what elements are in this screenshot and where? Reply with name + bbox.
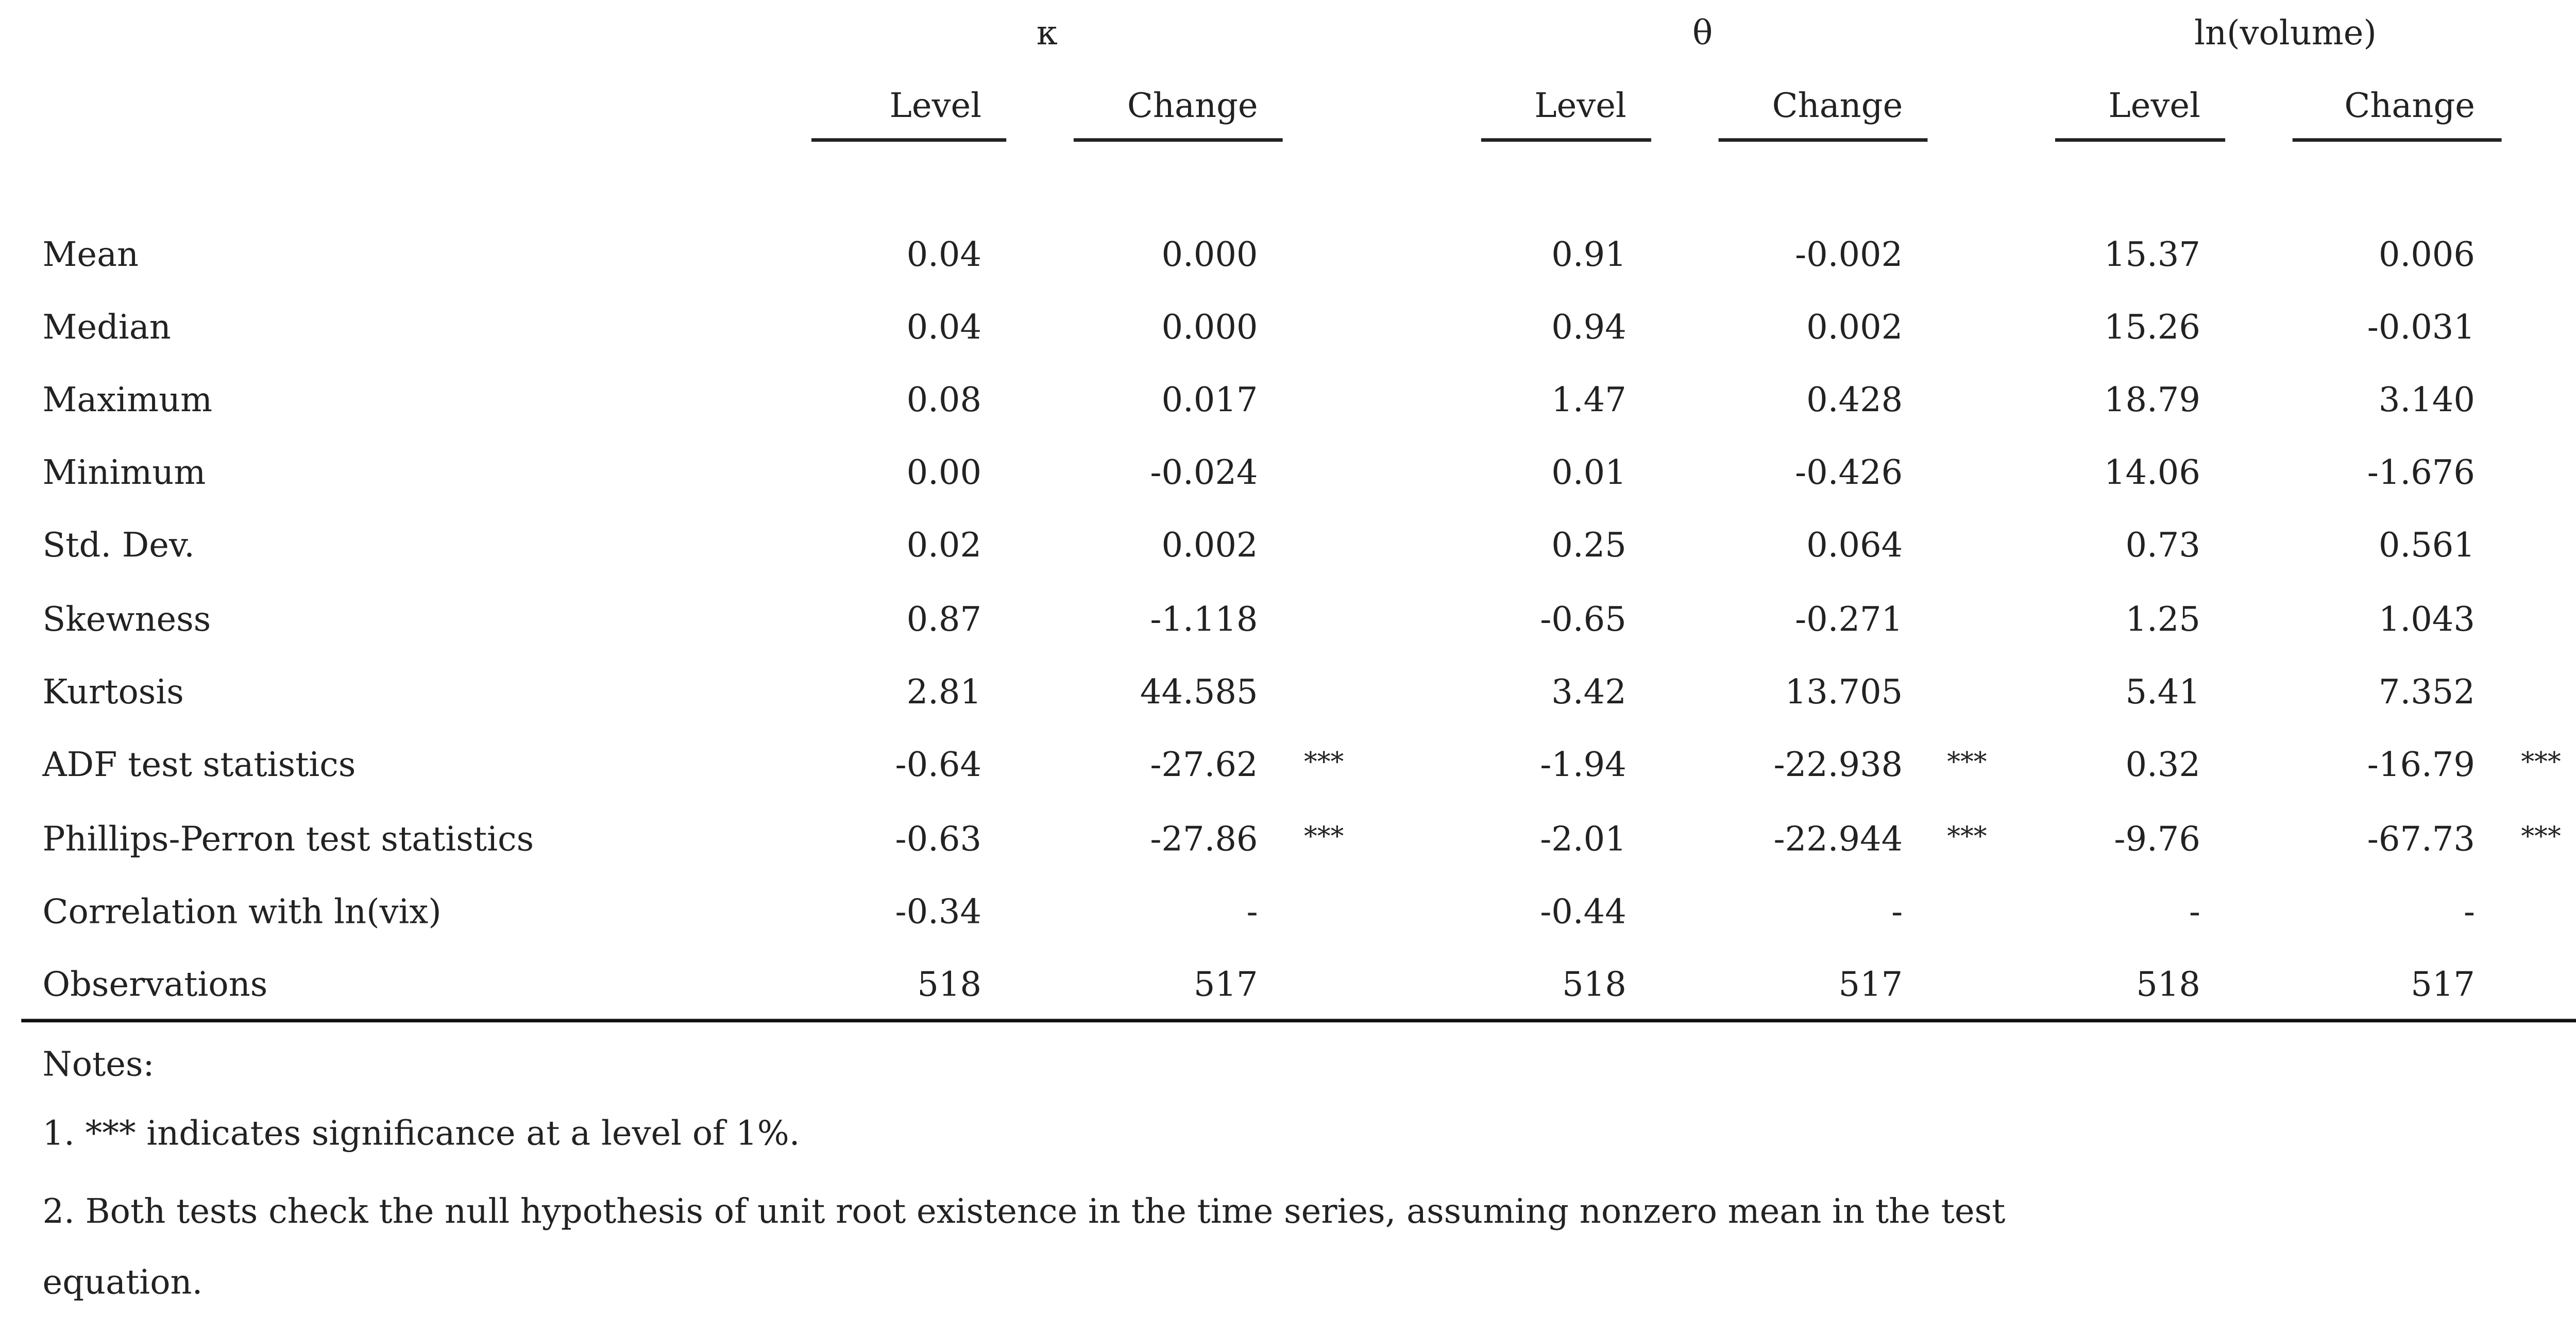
cell-theta-level: 1.47: [1551, 381, 1626, 420]
row-label: Median: [42, 308, 171, 348]
cell-kappa-change: 0.017: [1161, 381, 1258, 420]
cell-lnvolume-level: 15.37: [2104, 235, 2200, 275]
cell-lnvolume-change: 7.352: [2378, 673, 2475, 713]
cell-kappa-level: 0.04: [906, 308, 982, 348]
cell-theta-level: -2.01: [1540, 820, 1626, 859]
underline-lnvolume-level: [2055, 138, 2225, 142]
subheader-lnvolume-level: Level: [2108, 87, 2200, 126]
cell-lnvolume-change: -16.79: [2367, 746, 2475, 785]
cell-theta-change: 13.705: [1785, 673, 1903, 713]
cell-lnvolume-level: -9.76: [2114, 820, 2200, 859]
cell-theta-level: 0.94: [1551, 308, 1626, 348]
cell-theta-level: 3.42: [1551, 673, 1626, 713]
underline-theta-change: [1719, 138, 1928, 142]
cell-theta-change: -0.271: [1795, 600, 1903, 640]
underline-lnvolume-change: [2293, 138, 2502, 142]
cell-theta-change: 517: [1838, 966, 1903, 1005]
cell-lnvolume-change: 3.140: [2378, 381, 2475, 420]
cell-theta-change: 0.064: [1806, 526, 1903, 565]
cell-theta-level: 518: [1562, 966, 1626, 1005]
note-item: 2. Both tests check the null hypothesis of unit root existence in the time series, assuming nonzero mean in the test: [42, 1192, 2006, 1231]
row-label: ADF test statistics: [42, 746, 356, 785]
cell-theta-change: -0.002: [1795, 235, 1903, 275]
cell-kappa-change: 0.002: [1161, 526, 1258, 565]
cell-theta-change: -22.938: [1773, 746, 1903, 785]
cell-kappa-level: 0.00: [906, 453, 982, 493]
row-label: Mean: [42, 235, 139, 275]
notes-heading: Notes:: [42, 1045, 155, 1085]
row-label: Kurtosis: [42, 673, 184, 713]
cell-kappa-level: -0.64: [895, 746, 982, 785]
cell-kappa-change: 44.585: [1140, 673, 1258, 713]
cell-kappa-change: 0.000: [1161, 308, 1258, 348]
cell-lnvolume-level: 15.26: [2104, 308, 2200, 348]
note-item: 1. *** indicates significance at a level of 1%.: [42, 1114, 800, 1154]
cell-lnvolume-change: -1.676: [2367, 453, 2475, 493]
cell-theta-change: -0.426: [1795, 453, 1903, 493]
cell-kappa-level: 0.08: [906, 381, 982, 420]
cell-theta-level: 0.01: [1551, 453, 1626, 493]
subheader-theta-level: Level: [1534, 87, 1626, 126]
row-label: Std. Dev.: [42, 526, 195, 565]
cell-kappa-level: 0.02: [906, 526, 982, 565]
cell-theta-level: -1.94: [1540, 746, 1626, 785]
cell-lnvolume-change: 1.043: [2378, 600, 2475, 640]
cell-lnvolume-level: 14.06: [2104, 453, 2200, 493]
cell-kappa-change: -1.118: [1150, 600, 1258, 640]
table-bottom-rule: [21, 1019, 2576, 1022]
row-label: Correlation with ln(vix): [42, 893, 442, 932]
underline-kappa-change: [1074, 138, 1283, 142]
subheader-kappa-level: Level: [889, 87, 982, 126]
significance-marker: ***: [1947, 746, 1987, 778]
cell-kappa-level: 0.04: [906, 235, 982, 275]
cell-theta-change: -: [1891, 893, 1903, 932]
cell-kappa-change: 517: [1193, 966, 1258, 1005]
group-header-lnvolume: ln(volume): [2194, 14, 2377, 54]
group-header-theta: θ: [1692, 14, 1713, 54]
cell-lnvolume-change: -: [2463, 893, 2475, 932]
underline-kappa-level: [811, 138, 1006, 142]
cell-kappa-change: 0.000: [1161, 235, 1258, 275]
cell-lnvolume-level: 0.32: [2125, 746, 2200, 785]
significance-marker: ***: [1947, 820, 1987, 853]
cell-theta-change: 0.002: [1806, 308, 1903, 348]
cell-kappa-level: 518: [917, 966, 982, 1005]
underline-theta-level: [1481, 138, 1651, 142]
subheader-lnvolume-change: Change: [2344, 87, 2475, 126]
row-label: Minimum: [42, 453, 206, 493]
cell-lnvolume-change: -67.73: [2367, 820, 2475, 859]
row-label: Phillips-Perron test statistics: [42, 820, 534, 859]
cell-lnvolume-change: -0.031: [2367, 308, 2475, 348]
cell-kappa-change: -27.62: [1150, 746, 1258, 785]
cell-kappa-change: -: [1246, 893, 1258, 932]
subheader-kappa-change: Change: [1127, 87, 1258, 126]
row-label: Maximum: [42, 381, 213, 420]
cell-lnvolume-level: 5.41: [2125, 673, 2200, 713]
row-label: Observations: [42, 966, 268, 1005]
cell-lnvolume-change: 0.006: [2378, 235, 2475, 275]
note-continuation: equation.: [42, 1263, 203, 1303]
significance-marker: ***: [2521, 746, 2561, 778]
cell-lnvolume-level: -: [2189, 893, 2200, 932]
cell-kappa-level: 0.87: [906, 600, 982, 640]
cell-theta-level: 0.91: [1551, 235, 1626, 275]
significance-marker: ***: [2521, 820, 2561, 853]
significance-marker: ***: [1303, 820, 1344, 853]
cell-lnvolume-level: 18.79: [2104, 381, 2200, 420]
cell-theta-change: 0.428: [1806, 381, 1903, 420]
row-label: Skewness: [42, 600, 211, 640]
subheader-theta-change: Change: [1772, 87, 1903, 126]
group-header-kappa: κ: [1036, 14, 1058, 54]
cell-kappa-change: -27.86: [1150, 820, 1258, 859]
cell-lnvolume-level: 518: [2136, 966, 2200, 1005]
cell-lnvolume-level: 1.25: [2125, 600, 2200, 640]
cell-lnvolume-change: 0.561: [2378, 526, 2475, 565]
cell-kappa-level: -0.34: [895, 893, 982, 932]
significance-marker: ***: [1303, 746, 1344, 778]
cell-theta-level: -0.65: [1540, 600, 1626, 640]
cell-lnvolume-level: 0.73: [2125, 526, 2200, 565]
cell-kappa-change: -0.024: [1150, 453, 1258, 493]
cell-kappa-level: 2.81: [906, 673, 982, 713]
cell-theta-change: -22.944: [1773, 820, 1903, 859]
cell-lnvolume-change: 517: [2411, 966, 2475, 1005]
cell-theta-level: 0.25: [1551, 526, 1626, 565]
cell-kappa-level: -0.63: [895, 820, 982, 859]
cell-theta-level: -0.44: [1540, 893, 1626, 932]
